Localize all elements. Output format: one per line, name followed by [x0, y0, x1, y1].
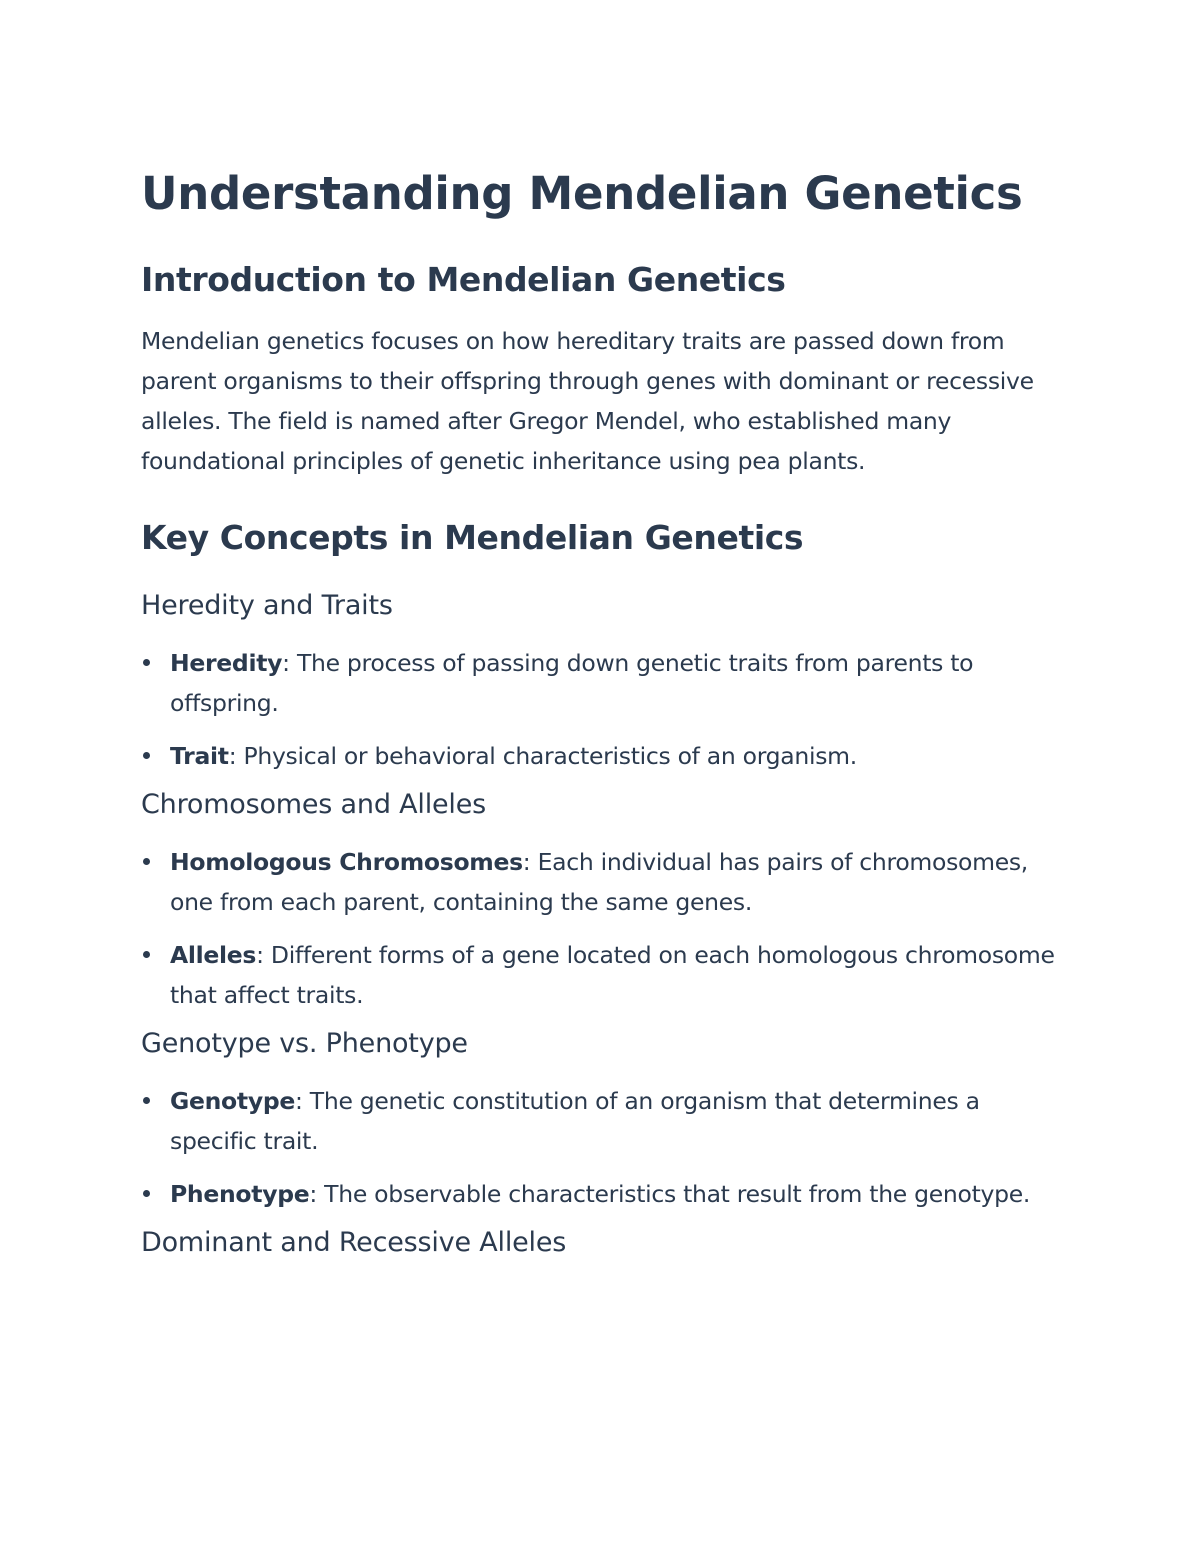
list-item — [141, 1081, 1071, 1161]
section-heading-chromosomes: Chromosomes and Alleles — [141, 789, 487, 820]
key-concepts-heading: Key Concepts in Mendelian Genetics — [141, 518, 804, 557]
bullet-icon — [143, 659, 150, 666]
section-heading-genotype: Genotype vs. Phenotype — [141, 1028, 468, 1059]
page-title: Understanding Mendelian Genetics — [141, 167, 1023, 220]
list-item — [141, 935, 1071, 1015]
bullet-icon — [143, 858, 150, 865]
bullet-icon — [143, 1190, 150, 1197]
intro-heading: Introduction to Mendelian Genetics — [141, 260, 786, 299]
term-label: Alleles — [170, 941, 257, 969]
list-item — [141, 842, 1071, 922]
list-item — [141, 736, 1071, 776]
bullet-icon — [143, 1097, 150, 1104]
term-label: Phenotype — [170, 1180, 310, 1208]
term-definition: : The observable characteristics that result from the genotype. — [309, 1180, 1031, 1208]
term-label: Homologous Chromosomes — [170, 848, 523, 876]
term-label: Trait — [170, 742, 229, 770]
list-item — [141, 1174, 1071, 1214]
intro-paragraph: Mendelian genetics focuses on how hereditary traits are passed down from parent organisms to their offspring through genes with dominant or recessive alleles. The field is named after Gregor Mendel, who established many foundational principles of genetic inheritance using pea plants. — [141, 327, 1034, 475]
bullet-icon — [143, 752, 150, 759]
genotype-list — [141, 1081, 1071, 1214]
list-item — [141, 643, 1071, 723]
term-definition: : Different forms of a gene located on each homologous chromosome that affect traits. — [170, 941, 1055, 1009]
heredity-list — [141, 643, 1071, 776]
section-heading-dominant: Dominant and Recessive Alleles — [141, 1227, 567, 1258]
document-content — [141, 163, 1071, 1262]
chromosomes-list — [141, 842, 1071, 1015]
term-label: Heredity — [170, 649, 283, 677]
term-label: Genotype — [170, 1087, 296, 1115]
section-heading-heredity: Heredity and Traits — [141, 590, 393, 621]
term-definition: : The process of passing down genetic traits from parents to offspring. — [170, 649, 974, 717]
bullet-icon — [143, 951, 150, 958]
term-definition: : The genetic constitution of an organism that determines a specific trait. — [170, 1087, 980, 1155]
term-definition: : Physical or behavioral characteristics of an organism. — [228, 742, 857, 770]
term-definition: : Each individual has pairs of chromosomes, one from each parent, containing the same genes. — [170, 848, 1028, 916]
